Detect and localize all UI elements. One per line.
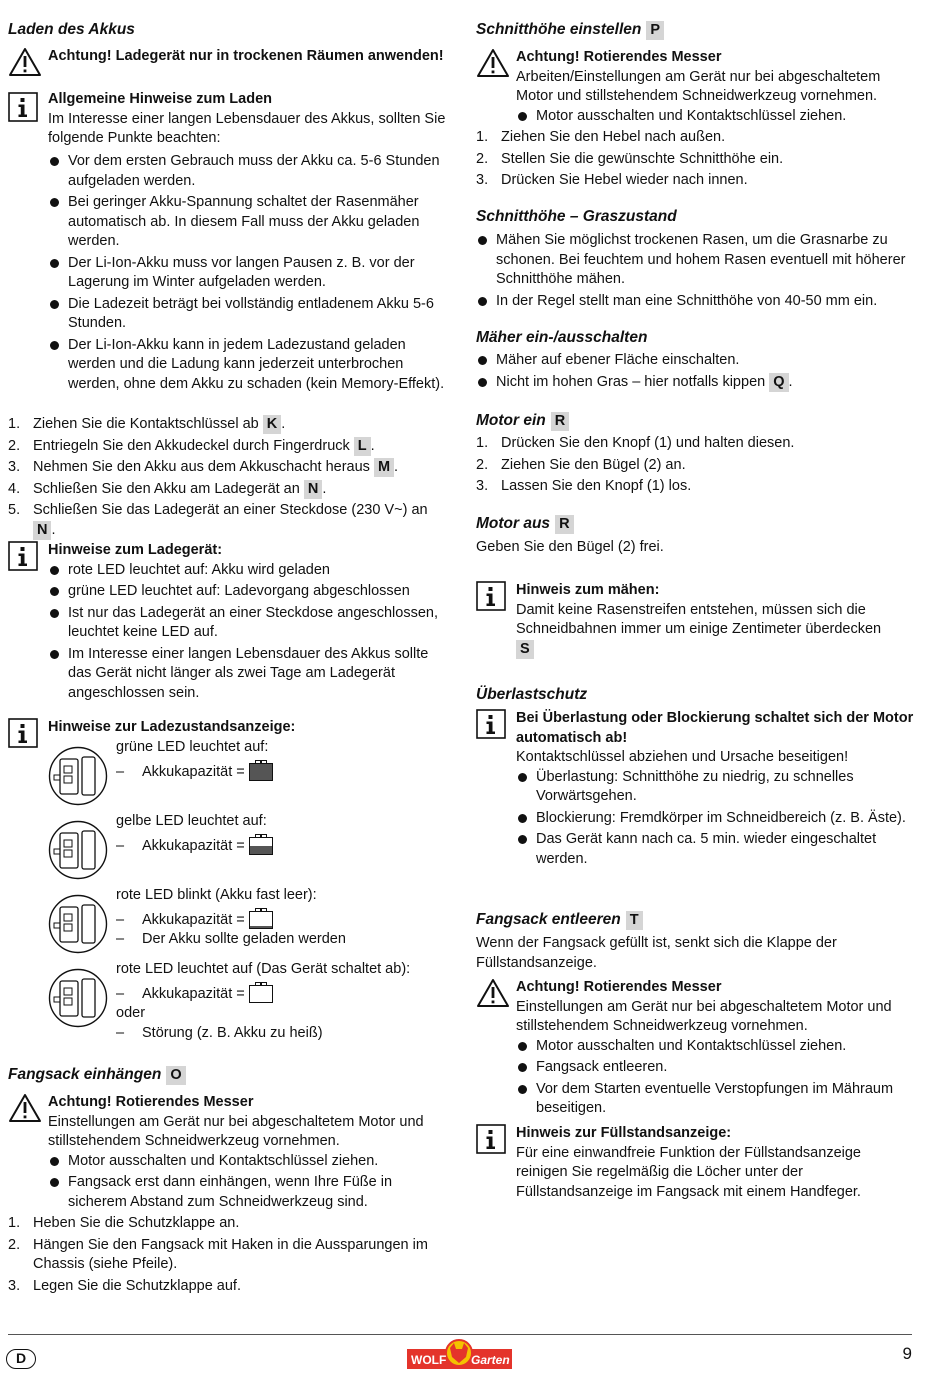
logo-text-left: WOLF <box>411 1353 447 1367</box>
wolf-garten-logo <box>407 1339 512 1371</box>
warning-text: Einstellungen am Gerät nur bei abgeschaltetem Motor und stillstehendem Schneidwerkzeug vornehmen. <box>48 1113 424 1149</box>
list-item: Vor dem ersten Gebrauch muss der Akku ca. 5-6 Stunden aufgeladen werden. <box>48 152 448 191</box>
info-icon <box>476 581 506 611</box>
maeher-bullets <box>476 351 916 394</box>
list-item: rote LED leuchtet auf: Akku wird geladen <box>48 561 448 581</box>
motor-aus-text: Geben Sie den Bügel (2) frei. <box>476 539 664 555</box>
list-item: Das Gerät kann nach ca. 5 min. wieder eingeschaltet werden. <box>516 830 916 869</box>
section-title-laden: Laden des Akkus <box>8 21 135 38</box>
language-badge: D <box>6 1349 36 1369</box>
entleeren-text: Wenn der Fangsack gefüllt ist, senkt sich die Klappe der Füllstandsanzeige. <box>476 935 837 971</box>
list-item: Der Li-Ion-Akku kann in jedem Ladezustand geladen werden und die Ladung kann jederzeit unterbrochen werden, ohne dem Akku zu schaden (kein Memory-Effekt). <box>48 336 448 395</box>
page-number: 9 <box>902 1344 912 1363</box>
charger-led-icon <box>48 894 108 954</box>
warning-text: Achtung! Ladegerät nur in trockenen Räumen anwenden! <box>48 48 444 64</box>
warning-laden <box>8 47 448 67</box>
info-anzeige <box>8 718 448 738</box>
list-item: Motor ausschalten und Kontaktschlüssel ziehen. <box>48 1152 448 1172</box>
warning-text: Arbeiten/Einstellungen am Gerät nur bei abgeschaltetem Motor und stillstehendem Schneidwerkzeug vornehmen. <box>516 68 881 104</box>
laden-bullets <box>48 152 448 396</box>
figure-label: Q <box>769 373 788 392</box>
section-title-maeher: Mäher ein-/ausschalten <box>476 329 648 346</box>
battery-icon <box>249 763 273 781</box>
info-title: Allgemeine Hinweise zum Laden <box>48 91 272 107</box>
ladegeraet-bullets <box>48 561 448 704</box>
entleeren-bullets <box>516 1037 916 1119</box>
figure-label: M <box>374 458 394 477</box>
list-item: 1. Ziehen Sie den Hebel nach außen. <box>476 129 726 145</box>
battery-level <box>250 926 272 928</box>
list-item: 3. Nehmen Sie den Akku aus dem Akkuschacht heraus M . <box>8 459 399 475</box>
list-item: Die Ladezeit beträgt bei vollständig entladenem Akku 5-6 Stunden. <box>48 295 448 334</box>
info-fuellstand <box>476 1124 916 1202</box>
info-title: Bei Überlastung oder Blockierung schaltet sich der Motor automatisch ab! <box>516 710 914 746</box>
list-item: Blockierung: Fremdkörper im Schneidbereich (z. B. Äste). <box>516 809 916 829</box>
list-item: Mähen Sie möglichst trockenen Rasen, um die Grasnarbe zu schonen. Bei feuchtem und hohem Rasen eventuell mit höherer Schnitthöhe mähen. <box>476 231 916 290</box>
info-text: Damit keine Rasenstreifen entstehen, müssen sich die Schneidbahnen immer um einige Zentimeter überdecken <box>516 601 882 637</box>
info-text: Im Interesse einer langen Lebensdauer des Akkus, sollten Sie folgende Punkte beachten: <box>48 110 446 146</box>
list-item: Fangsack entleeren. <box>516 1058 916 1078</box>
figure-label: R <box>555 515 573 534</box>
list-item: Motor ausschalten und Kontaktschlüssel ziehen. <box>516 107 916 127</box>
led-state-yellow: gelbe LED leuchtet auf: – Akkukapazität = <box>8 812 448 856</box>
info-title: Hinweise zum Ladegerät: <box>48 542 223 558</box>
warning-title: Achtung! Rotierendes Messer <box>48 1094 254 1110</box>
section-title-entleeren: Fangsack entleeren T <box>476 910 643 930</box>
list-item: Bei geringer Akku-Spannung schaltet der Rasenmäher automatisch ab. In diesem Fall muss der Akku geladen werden. <box>48 193 448 252</box>
figure-label: N <box>304 480 322 499</box>
list-item: 2. Stellen Sie die gewünschte Schnitthöhe ein. <box>476 150 784 167</box>
info-ueberlast <box>476 709 916 871</box>
warning-icon <box>476 48 510 78</box>
led-state-head: gelbe LED leuchtet auf: <box>116 813 267 829</box>
list-item: 2. Hängen Sie den Fangsack mit Haken in die Aussparungen im Chassis (siehe Pfeile). <box>8 1236 428 1272</box>
list-item: 1. Ziehen Sie die Kontaktschlüssel ab K . <box>8 416 286 432</box>
list-item: Ist nur das Ladegerät an einer Steckdose angeschlossen, leuchtet keine LED auf. <box>48 604 448 643</box>
warning-title: Achtung! Rotierendes Messer <box>516 49 722 65</box>
list-item: 2. Entriegeln Sie den Akkudeckel durch Fingerdruck L . <box>8 437 375 454</box>
list-item: Überlastung: Schnitthöhe zu niedrig, zu schnelles Vorwärtsgehen. <box>516 768 916 807</box>
section-title-ueberlast: Überlastschutz <box>476 686 588 703</box>
figure-label: T <box>626 911 643 930</box>
led-state-red-on: rote LED leuchtet auf (Das Gerät schaltet ab): – Akkukapazität = oder – Störung (z. B. Akku zu heiß) <box>8 960 448 1043</box>
info-title: Hinweis zum mähen: <box>516 582 660 598</box>
list-item: 5. Schließen Sie das Ladegerät an einer Steckdose (230 V~) an N . <box>8 502 428 538</box>
footer-divider <box>8 1334 912 1335</box>
motor-ein-steps <box>476 434 916 499</box>
schnitt-steps <box>476 128 916 193</box>
list-item: Der Li-Ion-Akku muss vor langen Pausen z. B. vor der Lagerung im Winter aufgeladen werden. <box>48 254 448 293</box>
figure-label: O <box>166 1066 185 1085</box>
info-icon <box>8 541 38 571</box>
list-item: In der Regel stellt man eine Schnitthöhe von 40-50 mm ein. <box>476 292 916 312</box>
list-item: 4. Schließen Sie den Akku am Ladegerät an N . <box>8 480 327 497</box>
battery-icon <box>249 985 273 1003</box>
ueberlast-bullets <box>516 768 916 870</box>
led-state-head: grüne LED leuchtet auf: <box>116 739 269 755</box>
section-title-motor-aus: Motor aus R <box>476 514 574 534</box>
schnitt-bullets <box>516 107 916 127</box>
battery-level <box>250 846 272 854</box>
list-item: 1. Heben Sie die Schutzklappe an. <box>8 1215 240 1231</box>
charger-led-icon <box>48 746 108 806</box>
list-item: Nicht im hohen Gras – hier notfalls kippen Q . <box>476 373 916 393</box>
led-state-red-blink: rote LED blinkt (Akku fast leer): – Akkukapazität = – Der Akku sollte geladen werden <box>8 886 448 950</box>
list-item: Mäher auf ebener Fläche einschalten. <box>476 351 916 371</box>
laden-steps <box>8 415 448 542</box>
info-icon <box>476 709 506 739</box>
fangsack-steps <box>8 1214 448 1298</box>
section-title-fangsack: Fangsack einhängen O <box>8 1065 186 1085</box>
figure-label: N <box>33 521 51 540</box>
gras-bullets <box>476 231 916 313</box>
charger-led-icon <box>48 968 108 1028</box>
warning-entleeren <box>476 978 916 1121</box>
figure-label: R <box>551 412 569 431</box>
info-icon <box>476 1124 506 1154</box>
list-item: 3. Drücken Sie Hebel wieder nach innen. <box>476 172 748 188</box>
logo-text-right: Garten <box>471 1353 510 1367</box>
battery-icon <box>249 837 273 855</box>
warning-icon <box>8 47 42 77</box>
led-state-green: grüne LED leuchtet auf: – Akkukapazität = <box>8 738 448 782</box>
fangsack-bullets <box>48 1152 448 1213</box>
warning-title: Achtung! Rotierendes Messer <box>516 979 722 995</box>
battery-icon <box>249 911 273 929</box>
info-maehen <box>476 581 916 659</box>
list-item: Im Interesse einer langen Lebensdauer des Akkus sollte das Gerät nicht länger als zwei Tage am Ladegerät angeschlossen sein. <box>48 645 448 704</box>
warning-icon <box>8 1093 42 1123</box>
list-item: 2. Ziehen Sie den Bügel (2) an. <box>476 456 686 473</box>
warning-fangsack <box>8 1093 448 1214</box>
list-item: Vor dem Starten eventuelle Verstopfungen im Mähraum beseitigen. <box>516 1080 916 1119</box>
list-item: Fangsack erst dann einhängen, wenn Ihre Füße in sicherem Abstand zum Schneidwerkzeug sind. <box>48 1173 448 1212</box>
section-title-motor-ein: Motor ein R <box>476 411 569 431</box>
figure-label: L <box>354 437 371 456</box>
info-laden <box>8 90 448 149</box>
led-state-head: rote LED blinkt (Akku fast leer): <box>116 887 317 903</box>
info-text: Für eine einwandfreie Funktion der Füllstandsanzeige reinigen Sie regelmäßig die Löcher unter der Füllstandsanzeige im Fangsack mit einem Handfeger. <box>516 1144 861 1200</box>
list-item: grüne LED leuchtet auf: Ladevorgang abgeschlossen <box>48 582 448 602</box>
info-icon <box>8 92 38 122</box>
list-item: 1. Drücken Sie den Knopf (1) und halten diesen. <box>476 435 795 451</box>
section-title-gras: Schnitthöhe – Graszustand <box>476 208 677 225</box>
list-item: 3. Lassen Sie den Knopf (1) los. <box>476 478 692 494</box>
charger-led-icon <box>48 820 108 880</box>
info-title: Hinweise zur Ladezustandsanzeige: <box>48 719 296 735</box>
list-item: Motor ausschalten und Kontaktschlüssel ziehen. <box>516 1037 916 1057</box>
figure-label: S <box>516 640 534 659</box>
info-text: Kontaktschlüssel abziehen und Ursache beseitigen! <box>516 749 849 765</box>
list-item: 3. Legen Sie die Schutzklappe auf. <box>8 1277 241 1294</box>
figure-label: P <box>646 21 664 40</box>
warning-text: Einstellungen am Gerät nur bei abgeschaltetem Motor und stillstehendem Schneidwerkzeug vornehmen. <box>516 998 892 1034</box>
battery-level <box>250 764 272 780</box>
led-state-head: rote LED leuchtet auf (Das Gerät schaltet ab): <box>116 961 411 977</box>
warning-schnitt <box>476 48 916 128</box>
warning-icon <box>476 978 510 1008</box>
info-title: Hinweis zur Füllstandsanzeige: <box>516 1125 732 1141</box>
section-title-schnitt: Schnitthöhe einstellen P <box>476 20 664 40</box>
figure-label: K <box>263 415 281 434</box>
info-ladegeraet <box>8 541 448 705</box>
